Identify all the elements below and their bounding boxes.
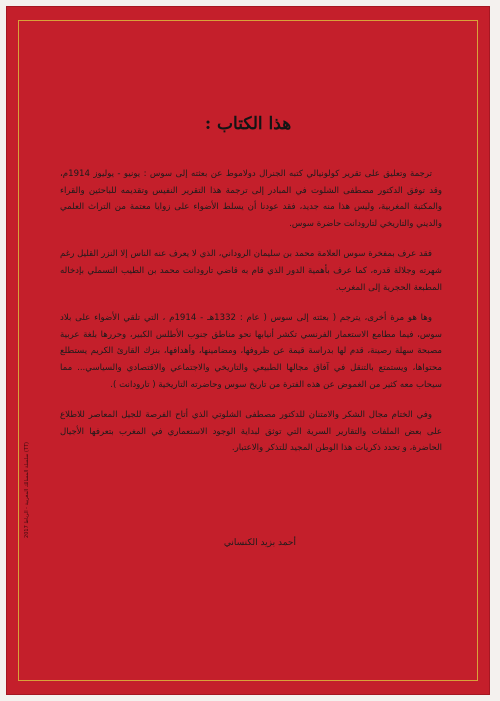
- book-cover: [6, 6, 490, 695]
- page-title: هذا الكتاب :: [204, 114, 292, 134]
- paragraph: ترجمة وتعليق على تقرير كولونيالي كتبه الجنرال دولاموط عن بعثته إلى سوس : يونيو - يوليوز 1914م، وقد توفق الدكتور مصطفى الشلوت في المبادر إلى ترجمة هذا التقرير النفيس وتقديمه للباحثين والقراء والمكتبة المغربية، وليس هذا منه جديد، فقد عودنا أن يسلط الأضواء على زوايا معتمة من التراث العلمي والديني والتاريخي لتارودانت حاضرة سوس.: [60, 169, 442, 229]
- paragraph: وفي الختام مجال الشكر والامتنان للدكتور مصطفى الشلوتي الذي أتاح الفرصة للجيل المعاصر للاطلاع على بعض الملفات والتقارير السرية التي توثق لبداية الوجود الاستعماري في المغرب بتعرفها الأجيال الحاضرة، و تحدد ذكريات هذا الوطن المجيد للتذكر والاعتبار.: [60, 410, 442, 454]
- author-signature: أحمد بزيد الكنساني: [223, 538, 296, 548]
- paragraph: فقد عرف بمفخرة سوس العلامة محمد بن سليمان الروداني، الذي لا يعرف عنه الناس إلا النزر القليل رغم شهرته وجلالة قدره، كما عرف بأهمية الدور الذي قام به قاضي تارودانت محمد بن الطيب التسملي بإدخاله المطبعة الحجرية إلى المغرب.: [60, 249, 442, 293]
- paragraph: وها هو مرة أخرى، يترجم ( بعثته إلى سوس ( عام : 1332هـ - 1914م ، التي تلقي الأضواء على بلاد سوس، فيما مطامع الاستعمار الفرنسي تكشر أنيابها نحو مناطق جنوب الأطلس الكبير، وحررها بلغة عربية مصبحة سهلة رصينة، قدم لها بدراسة قيمة عن ظروفها، ومضامينها، وأهدافها، بنزك القارئ الكريم يستطلع محتواها، ويستمتع بالتنقل في آفاق مجالها الطبيعي والتاريخي والاجتماعي والاقتصادي والسياسي... مما سيحاب معه كثير من الغموض عن هذه الفترة من تاريخ سوس وحاضرته التاريخية ( تارودانت ).: [60, 313, 442, 390]
- series-caption: (TT) سلسلة المسالك المغربية - الرباط 2017: [24, 442, 30, 538]
- body-text: [60, 166, 442, 471]
